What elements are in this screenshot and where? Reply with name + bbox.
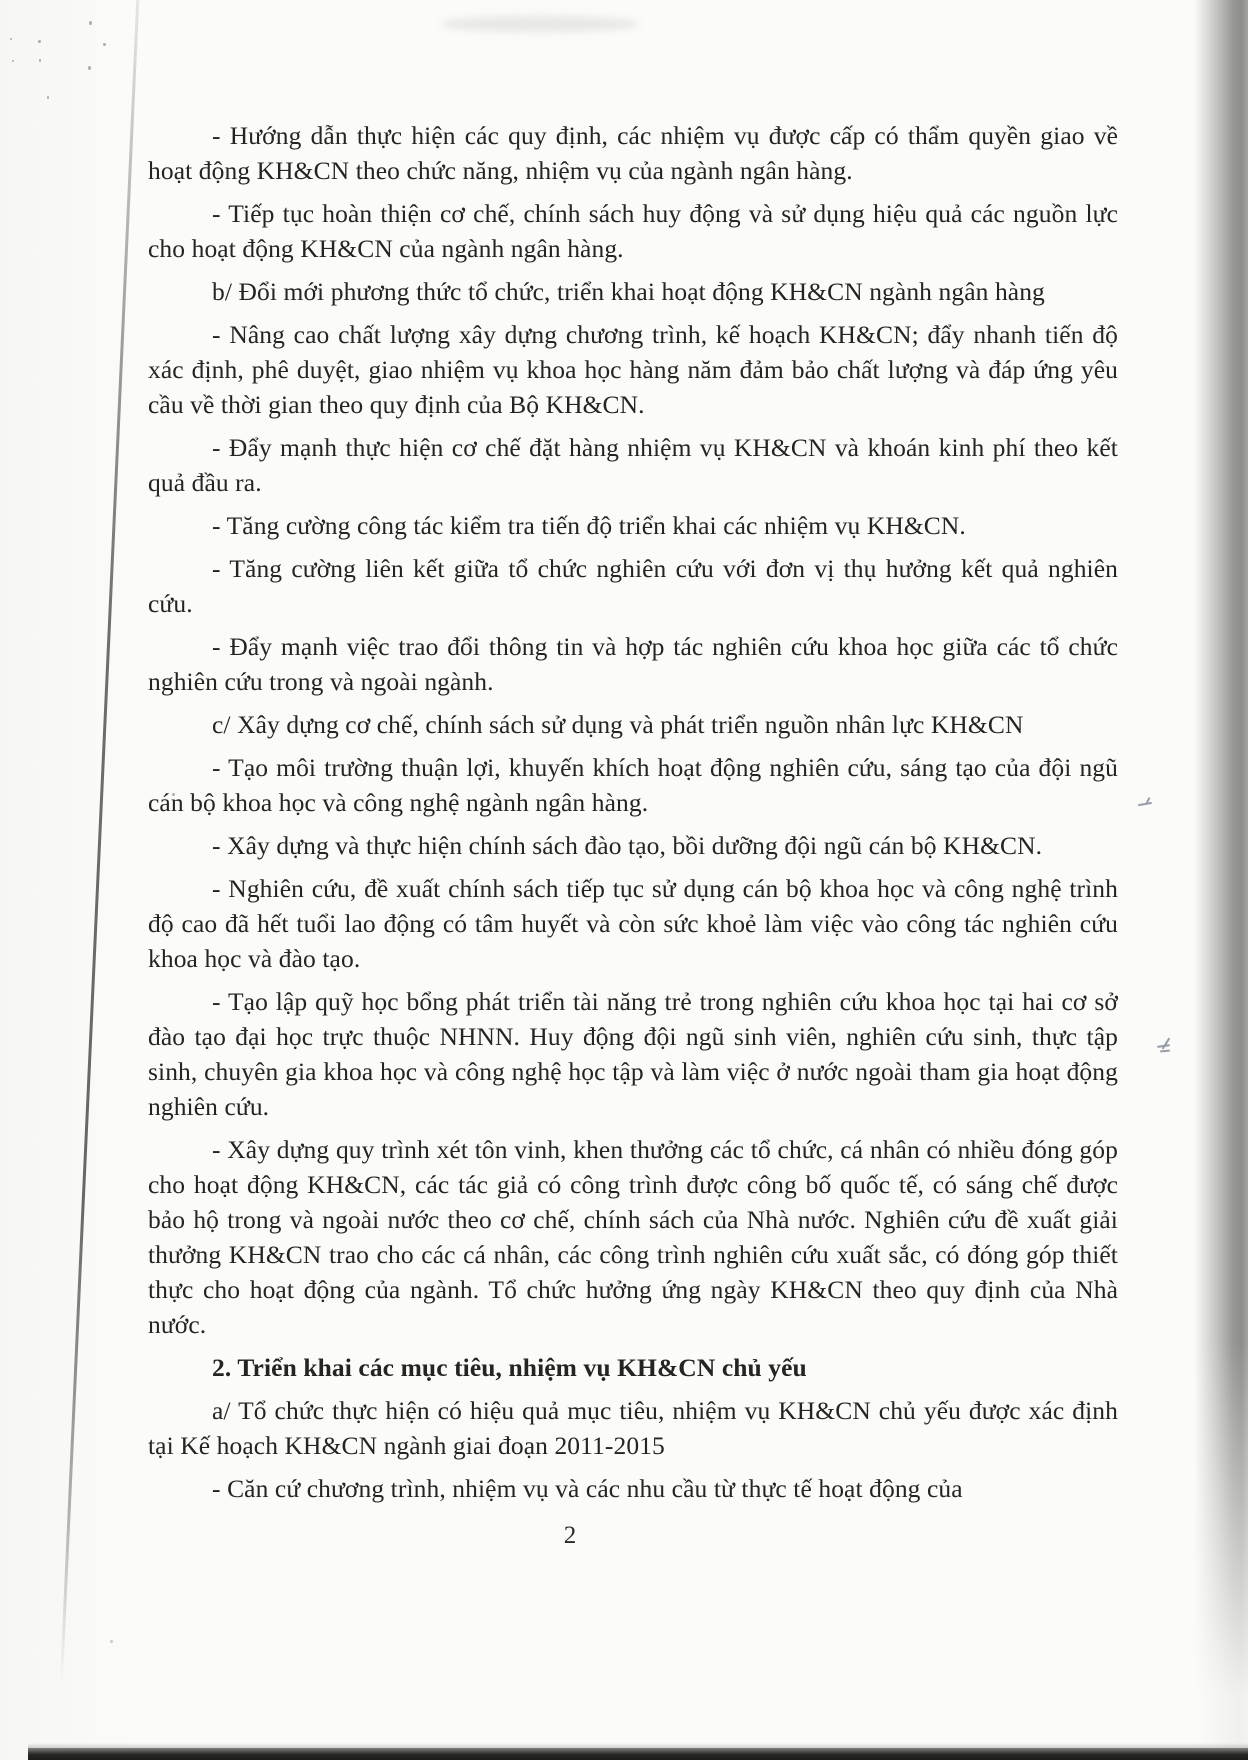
paragraph: - Xây dựng quy trình xét tôn vinh, khen thưởng các tổ chức, cá nhân có nhiều đóng góp cho hoạt động KH&CN, các tác giả có công trình được công bố quốc tế, có sáng chế được bảo hộ trong và ngoài nước theo cơ chế, chính sách của Nhà nước. Nghiên cứu đề xuất giải thưởng KH&CN trao cho các cá nhân, các công trình nghiên cứu xuất sắc, có đóng góp thiết thực cho hoạt động của ngành. Tổ chức hưởng ứng ngày KH&CN theo quy định của Nhà nước. bbox=[148, 1135, 1118, 1339]
paragraph: - Tạo môi trường thuận lợi, khuyến khích hoạt động nghiên cứu, sáng tạo của đội ngũ cán bộ khoa học và công nghệ ngành ngân hàng. bbox=[148, 753, 1118, 817]
dust-speck bbox=[38, 40, 41, 43]
paragraph: - Căn cứ chương trình, nhiệm vụ và các nhu cầu từ thực tế hoạt động của bbox=[212, 1474, 963, 1503]
paragraph: - Đẩy mạnh thực hiện cơ chế đặt hàng nhiệm vụ KH&CN và khoán kinh phí theo kết quả đầu ra. bbox=[148, 433, 1118, 497]
page-number: 2 bbox=[563, 1522, 577, 1549]
dust-speck bbox=[110, 1640, 113, 1643]
paragraph: - Hướng dẫn thực hiện các quy định, các nhiệm vụ được cấp có thẩm quyền giao về hoạt động KH&CN theo chức năng, nhiệm vụ của ngành ngân hàng. bbox=[148, 121, 1118, 185]
paragraph: - Tăng cường liên kết giữa tổ chức nghiên cứu với đơn vị thụ hưởng kết quả nghiên cứu. bbox=[148, 554, 1118, 618]
paragraph: - Nâng cao chất lượng xây dựng chương trình, kế hoạch KH&CN; đẩy nhanh tiến độ xác định, phê duyệt, giao nhiệm vụ khoa học hàng năm đảm bảo chất lượng và đáp ứng yêu cầu về thời gian theo quy định của Bộ KH&CN. bbox=[148, 320, 1118, 419]
paragraph: - Nghiên cứu, đề xuất chính sách tiếp tục sử dụng cán bộ khoa học và công nghệ trình độ cao đã hết tuổi lao động có tâm huyết và còn sức khoẻ làm việc vào công tác nghiên cứu khoa học và đào tạo. bbox=[148, 874, 1118, 973]
pencil-mark bbox=[1136, 795, 1156, 809]
paragraph: c/ Xây dựng cơ chế, chính sách sử dụng và phát triển nguồn nhân lực KH&CN bbox=[212, 710, 1024, 739]
paragraph: - Xây dựng và thực hiện chính sách đào tạo, bồi dưỡng đội ngũ cán bộ KH&CN. bbox=[212, 831, 1043, 860]
paragraph: - Tiếp tục hoàn thiện cơ chế, chính sách huy động và sử dụng hiệu quả các nguồn lực cho hoạt động KH&CN của ngành ngân hàng. bbox=[148, 199, 1118, 263]
dust-speck bbox=[103, 43, 106, 46]
pencil-mark bbox=[1156, 1036, 1178, 1056]
dust-speck bbox=[47, 96, 49, 99]
scan-smudge bbox=[440, 16, 640, 32]
scan-right-band bbox=[1194, 0, 1248, 1760]
paragraph: - Đẩy mạnh việc trao đổi thông tin và hợp tác nghiên cứu khoa học giữa các tổ chức nghiên cứu trong và ngoài ngành. bbox=[148, 632, 1118, 696]
paragraph: - Tạo lập quỹ học bổng phát triển tài năng trẻ trong nghiên cứu khoa học tại hai cơ sở đào tạo đại học trực thuộc NHNN. Huy động đội ngũ sinh viên, nghiên cứu sinh, thực tập sinh, chuyên gia khoa học và công nghệ học tập và làm việc ở nước ngoài tham gia hoạt động nghiên cứu. bbox=[148, 987, 1118, 1121]
dust-speck bbox=[12, 60, 14, 62]
dust-speck bbox=[39, 59, 41, 62]
paragraph: a/ Tổ chức thực hiện có hiệu quả mục tiêu, nhiệm vụ KH&CN chủ yếu được xác định tại Kế hoạch KH&CN ngành giai đoạn 2011-2015 bbox=[148, 1396, 1118, 1460]
scan-bottom-edge bbox=[28, 1748, 1248, 1760]
dust-speck bbox=[89, 21, 92, 25]
dust-speck bbox=[88, 66, 91, 70]
paragraph: b/ Đổi mới phương thức tổ chức, triển khai hoạt động KH&CN ngành ngân hàng bbox=[212, 277, 1045, 306]
section-heading: 2. Triển khai các mục tiêu, nhiệm vụ KH&CN chủ yếu bbox=[212, 1353, 807, 1382]
dust-speck bbox=[10, 38, 12, 40]
paragraph: - Tăng cường công tác kiểm tra tiến độ triển khai các nhiệm vụ KH&CN. bbox=[212, 511, 966, 540]
document-body bbox=[148, 118, 1118, 1553]
